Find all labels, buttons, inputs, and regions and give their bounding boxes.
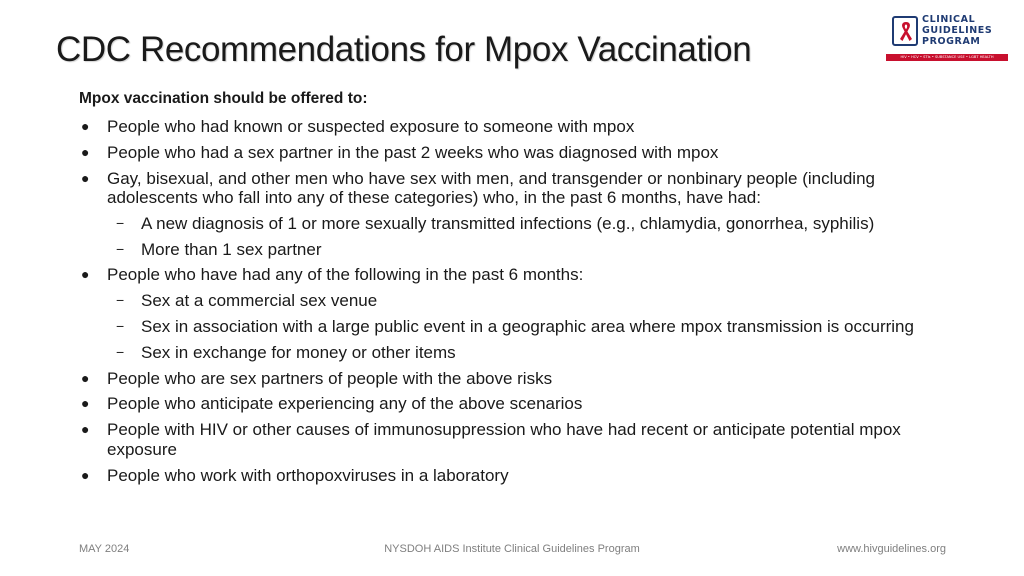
logo-line-3: PROGRAM (922, 36, 981, 47)
list-item (79, 420, 959, 459)
bullet-icon: ● (81, 118, 90, 134)
list-item-text: People who have had any of the following in the past 6 months: (107, 265, 584, 285)
bullet-icon: ● (81, 169, 90, 186)
list-item (79, 169, 959, 260)
list-item-text: People who are sex partners of people with the above risks (107, 368, 553, 388)
sub-list-item-text: A new diagnosis of 1 or more sexually transmitted infections (e.g., chlamydia, gonorrhea, syphilis) (141, 213, 875, 233)
sub-list-item-text: Sex in exchange for money or other items (141, 342, 456, 362)
bullet-icon: ● (81, 466, 90, 483)
logo-line-2: GUIDELINES (922, 25, 993, 36)
recommendation-list (79, 117, 959, 491)
red-ribbon-icon (898, 21, 914, 43)
list-item-text: People who had a sex partner in the past 2 weeks who was diagnosed with mpox (107, 142, 719, 162)
list-item (79, 466, 959, 486)
dash-icon: − (116, 343, 125, 360)
dash-icon: − (116, 214, 125, 231)
sub-list-item (107, 240, 959, 260)
logo-wordmark (922, 14, 992, 47)
intro-heading: Mpox vaccination should be offered to: (79, 90, 368, 107)
slide-title: CDC Recommendations for Mpox Vaccination (56, 30, 752, 69)
logo-icon-frame (892, 16, 918, 46)
bullet-icon: ● (81, 369, 90, 386)
footer-url[interactable]: www.hivguidelines.org (837, 543, 946, 555)
bullet-icon: ● (81, 266, 90, 283)
sub-list-item (107, 343, 959, 363)
list-item (79, 143, 959, 163)
dash-icon: − (116, 240, 125, 257)
list-item-text: People with HIV or other causes of immunosuppression who have had recent or anticipate potential mpox exposure (107, 420, 901, 459)
list-item-text: People who anticipate experiencing any of the above scenarios (107, 394, 583, 414)
bullet-icon: ● (81, 143, 90, 160)
list-item (79, 117, 959, 137)
list-item (79, 369, 959, 389)
list-item (79, 394, 959, 414)
list-item-text: People who had known or suspected exposure to someone with mpox (107, 117, 635, 136)
clinical-guidelines-program-logo (886, 14, 1008, 64)
sub-list-item-text: Sex at a commercial sex venue (141, 291, 378, 311)
bullet-icon: ● (81, 395, 90, 412)
bullet-icon: ● (81, 421, 90, 438)
sub-list-item-text: More than 1 sex partner (141, 239, 322, 259)
list-item (79, 265, 959, 362)
dash-icon: − (116, 318, 125, 335)
list-item-text: Gay, bisexual, and other men who have sex with men, and transgender or nonbinary people (including adolescents who fall into any of these categories) who, in the past 6 months, have had: (107, 168, 875, 208)
sub-list-item (107, 214, 959, 234)
footer-date: MAY 2024 (79, 543, 130, 555)
logo-line-1: CLINICAL (922, 14, 976, 25)
logo-tagline: HIV • HCV • STIs • SUBSTANCE USE • LGBT HEALTH (886, 54, 1008, 61)
sub-list-item (107, 317, 959, 337)
sub-list (107, 291, 959, 362)
sub-list (107, 214, 959, 259)
list-item-text: People who work with orthopoxviruses in a laboratory (107, 465, 509, 485)
sub-list-item-text: Sex in association with a large public event in a geographic area where mpox transmission is occurring (141, 317, 914, 337)
dash-icon: − (116, 292, 125, 309)
sub-list-item (107, 291, 959, 311)
footer-organization: NYSDOH AIDS Institute Clinical Guidelines Program (384, 543, 640, 555)
